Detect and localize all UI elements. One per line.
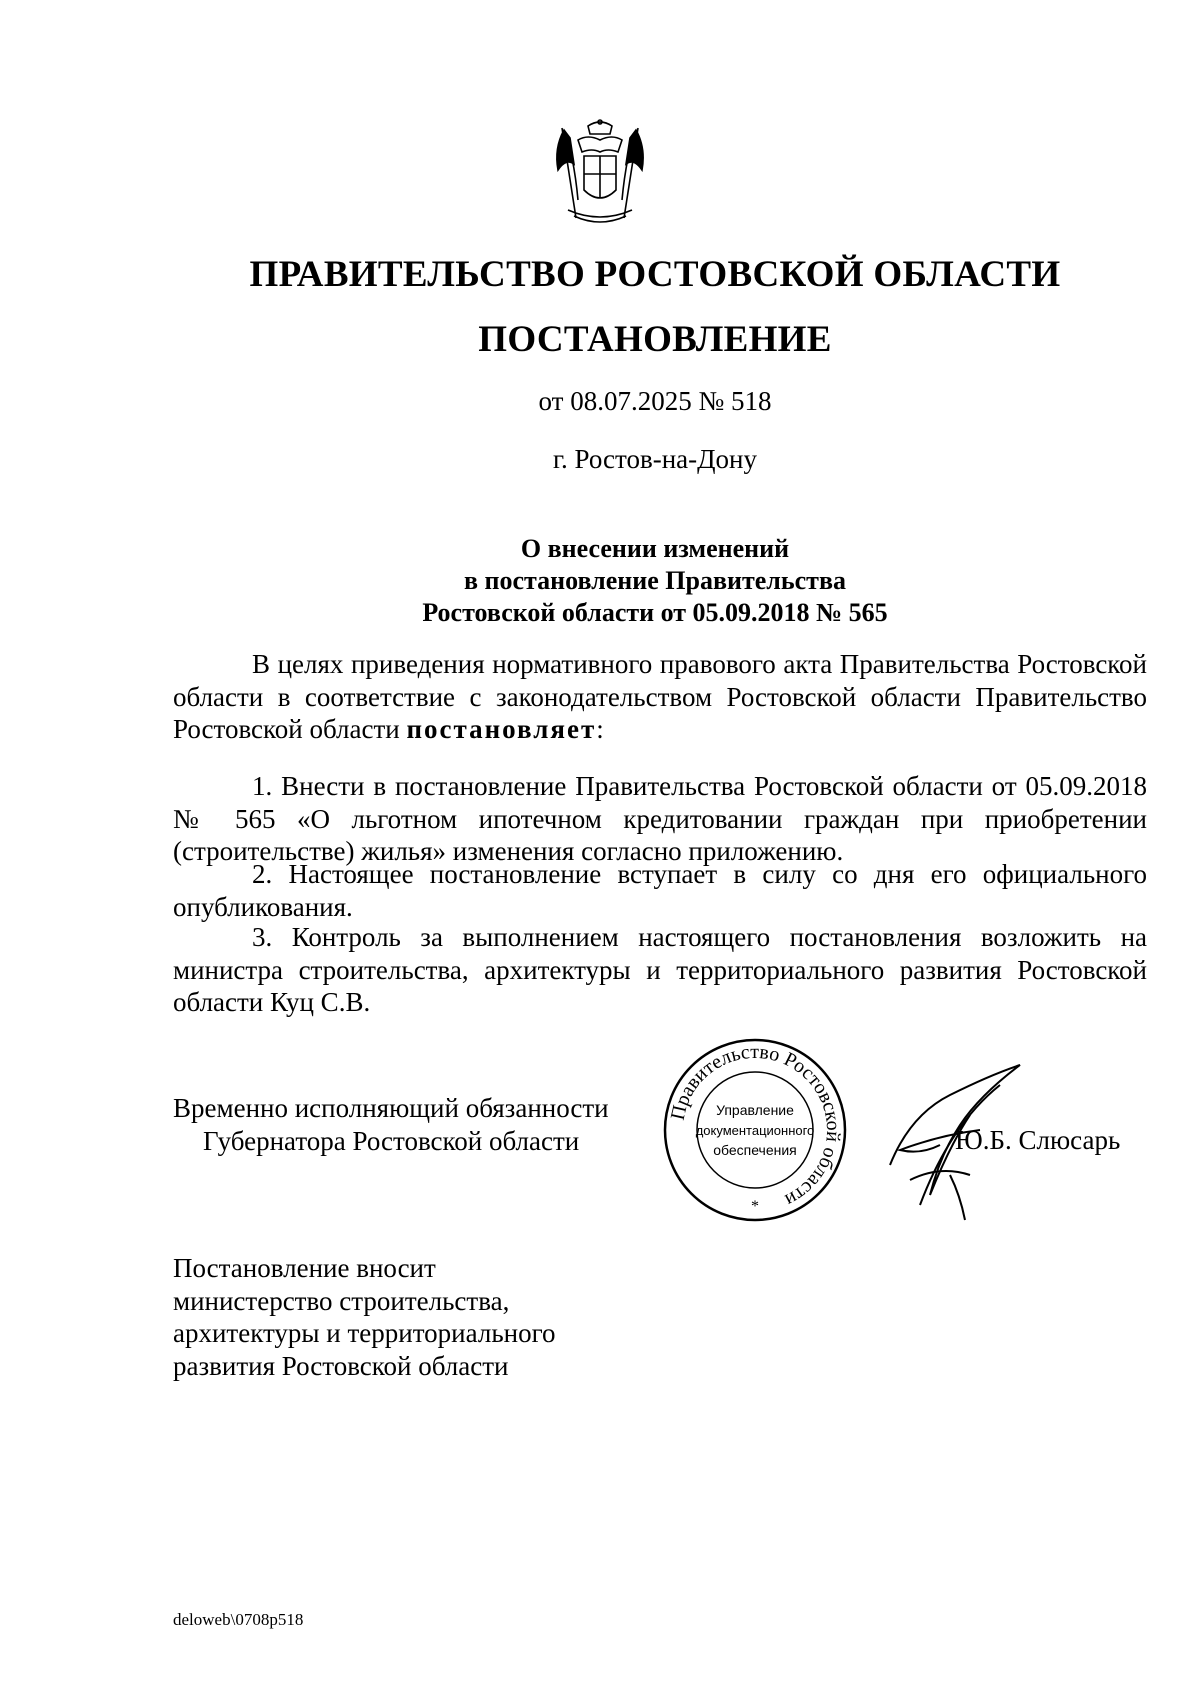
stamp-inner-line-2: документационного [695,1123,815,1138]
item-2-paragraph: 2. Настоящее постановление вступает в силу со дня его официального опубликования. [173,859,1147,922]
introduced-by-block [173,1252,556,1382]
signatory-name: Ю.Б. Слюсарь [955,1125,1121,1155]
item-1-paragraph: 1. Внести в постановление Правительства Ростовской области от 05.09.2018 № 565 «О льготном ипотечном кредитовании граждан при приобретении (строительстве) жилья» изменения согласно приложению. [173,771,1147,866]
subject-line-3: Ростовской области от 05.09.2018 № 565 [422,598,888,627]
preamble-verb: постановляет [406,714,597,744]
stamp-inner-line-1: Управление [716,1102,794,1118]
svg-text:*: * [751,1198,759,1215]
item-3-paragraph: 3. Контроль за выполнением настоящего постановления возложить на министра строительства, архитектуры и территориального развития Ростовской области Куц С.В. [173,922,1147,1017]
document-city: г. Ростов-на-Дону [552,444,757,474]
signatory-position [173,1092,609,1157]
introduced-by-line-1: Постановление вносит [173,1253,436,1283]
document-subject [165,533,1145,629]
position-line-1: Временно исполняющий обязанности [173,1093,609,1123]
government-title: ПРАВИТЕЛЬСТВО РОСТОВСКОЙ ОБЛАСТИ [249,254,1061,295]
subject-line-1: О внесении изменений [520,534,790,563]
preamble-paragraph [173,648,1147,746]
subject-line-2: в постановление Правительства [463,566,846,595]
introduced-by-line-3: архитектуры и территориального [173,1318,556,1348]
position-line-2: Губернатора Ростовской области [203,1125,580,1156]
preamble-end: : [596,714,604,744]
preamble-text: В целях приведения нормативного правового акта Правительства Ростовской области в соответствие с законодательством Ростовской области Правительство Ростовской области [173,649,1147,744]
official-stamp [660,1035,850,1225]
introduced-by-line-4: развития Ростовской области [173,1350,509,1381]
stamp-outer-text: Правительство Ростовской области [666,1040,845,1212]
file-reference: deloweb\0708p518 [173,1610,304,1629]
coat-of-arms-icon [548,118,652,230]
document-type-title: ПОСТАНОВЛЕНИЕ [478,319,832,360]
introduced-by-line-2: министерство строительства, [173,1285,510,1316]
stamp-inner-line-3: обеспечения [713,1142,797,1158]
document-date-number: от 08.07.2025 № 518 [538,386,772,416]
